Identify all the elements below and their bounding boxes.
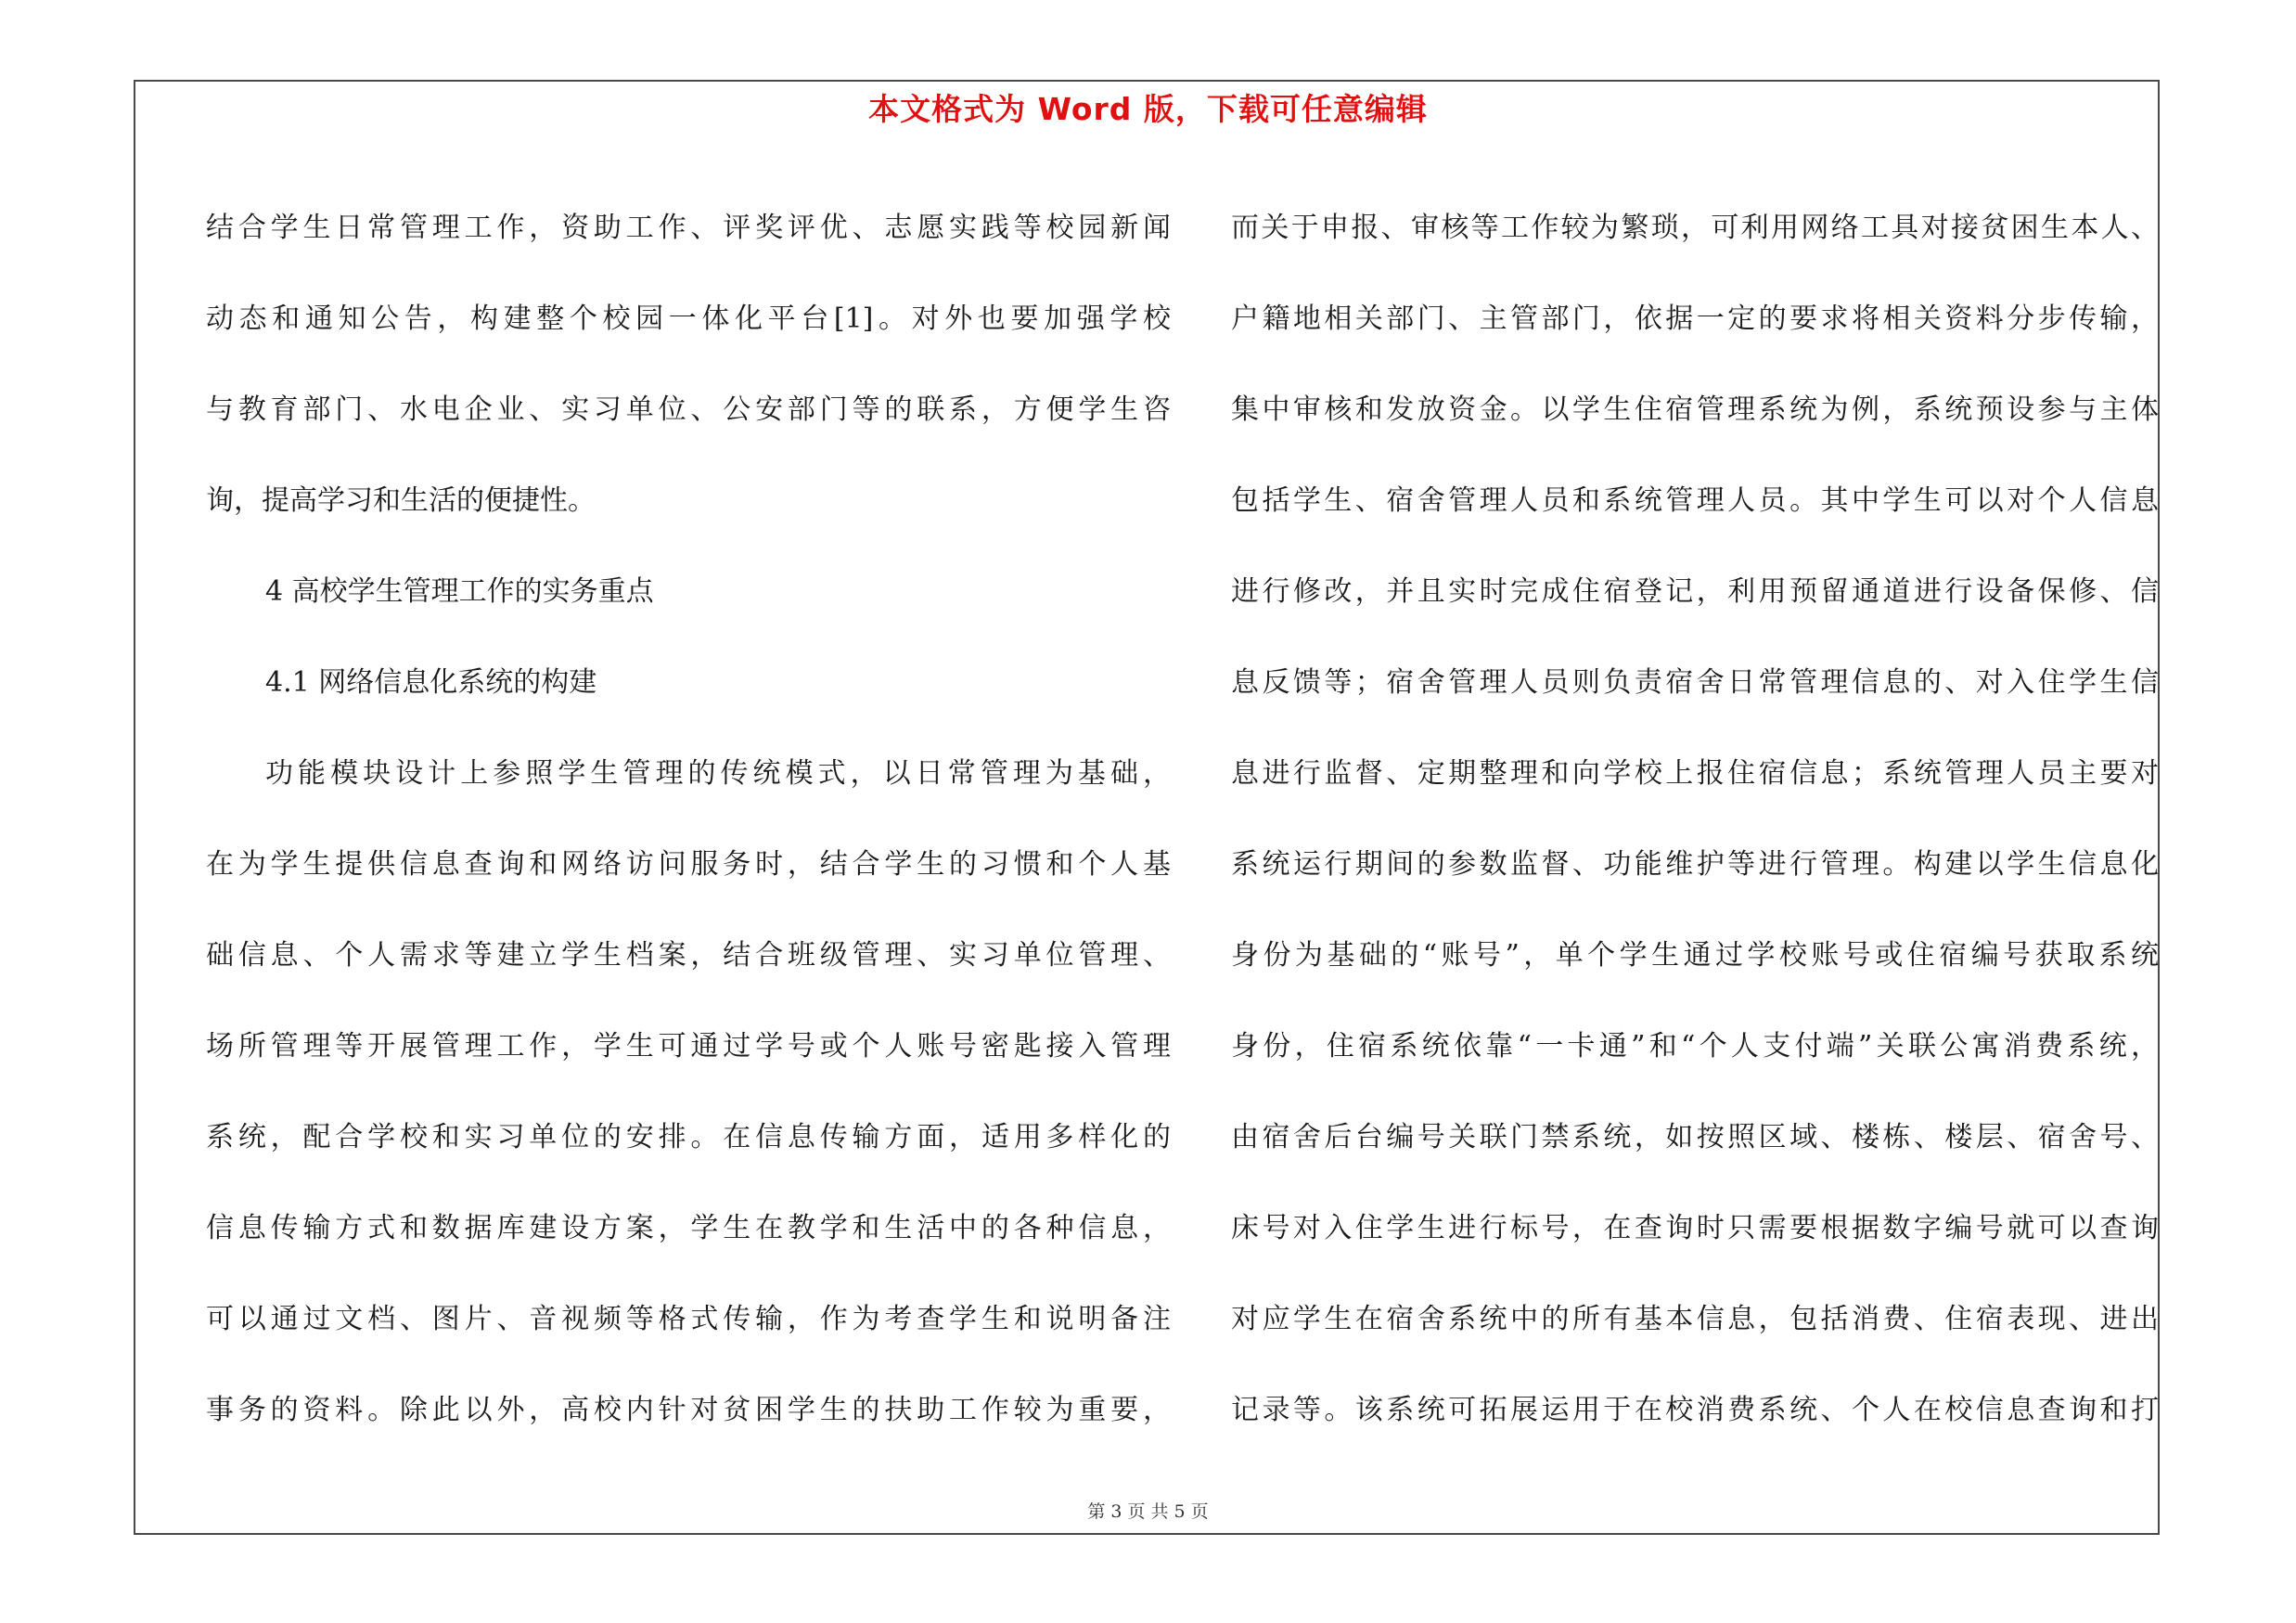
paragraph-line: 床号对入住学生进行标号，在查询时只需要根据数字编号就可以查询 [1231, 1212, 2159, 1244]
right-text-column [1231, 183, 2159, 1456]
paragraph-line: 础信息、个人需求等建立学生档案，结合班级管理、实习单位管理、 [206, 939, 1171, 972]
paragraph-line: 而关于申报、审核等工作较为繁琐，可利用网络工具对接贫困生本人、 [1231, 212, 2159, 244]
paragraph-line: 集中审核和发放资金。以学生住宿管理系统为例，系统预设参与主体 [1231, 393, 2159, 426]
paragraph-line: 进行修改，并且实时完成住宿登记，利用预留通道进行设备保修、信 [1231, 575, 2159, 608]
paragraph-line: 记录等。该系统可拓展运用于在校消费系统、个人在校信息查询和打 [1231, 1394, 2159, 1426]
paragraph-line: 事务的资料。除此以外，高校内针对贫困学生的扶助工作较为重要， [206, 1394, 1171, 1426]
paragraph-line: 在为学生提供信息查询和网络访问服务时，结合学生的习惯和个人基 [206, 848, 1171, 881]
paragraph-line: 由宿舍后台编号关联门禁系统，如按照区域、楼栋、楼层、宿舍号、 [1231, 1121, 2159, 1153]
paragraph-line: 身份，住宿系统依靠“一卡通”和“个人支付端”关联公寓消费系统， [1231, 1030, 2159, 1063]
paragraph-line: 询，提高学习和生活的便捷性。 [206, 484, 596, 517]
word-format-banner: 本文格式为 Word 版，下载可任意编辑 [868, 91, 1428, 127]
paragraph-line: 4 高校学生管理工作的实务重点 [265, 575, 654, 608]
paragraph-line: 对应学生在宿舍系统中的所有基本信息，包括消费、住宿表现、进出 [1231, 1303, 2159, 1335]
left-text-column [206, 183, 1171, 1456]
paragraph-line: 结合学生日常管理工作，资助工作、评奖评优、志愿实践等校园新闻 [206, 212, 1171, 244]
page-number-footer: 第 3 页 共 5 页 [1087, 1501, 1209, 1522]
paragraph-line: 场所管理等开展管理工作，学生可通过学号或个人账号密匙接入管理 [206, 1030, 1171, 1063]
paragraph-line: 户籍地相关部门、主管部门，依据一定的要求将相关资料分步传输， [1231, 303, 2159, 335]
paragraph-line: 4.1 网络信息化系统的构建 [265, 666, 597, 699]
paragraph-line: 息反馈等；宿舍管理人员则负责宿舍日常管理信息的、对入住学生信 [1231, 666, 2159, 699]
paragraph-line: 功能模块设计上参照学生管理的传统模式，以日常管理为基础， [265, 757, 1171, 790]
paragraph-line: 息进行监督、定期整理和向学校上报住宿信息；系统管理人员主要对 [1231, 757, 2159, 790]
paragraph-line: 可以通过文档、图片、音视频等格式传输，作为考查学生和说明备注 [206, 1303, 1171, 1335]
paragraph-line: 动态和通知公告，构建整个校园一体化平台[1]。对外也要加强学校 [206, 303, 1171, 335]
paragraph-line: 包括学生、宿舍管理人员和系统管理人员。其中学生可以对个人信息 [1231, 484, 2159, 517]
paragraph-line: 系统运行期间的参数监督、功能维护等进行管理。构建以学生信息化 [1231, 848, 2159, 881]
paragraph-line: 身份为基础的“账号”，单个学生通过学校账号或住宿编号获取系统 [1231, 939, 2159, 972]
paragraph-line: 系统，配合学校和实习单位的安排。在信息传输方面，适用多样化的 [206, 1121, 1171, 1153]
paragraph-line: 与教育部门、水电企业、实习单位、公安部门等的联系，方便学生咨 [206, 393, 1171, 426]
paragraph-line: 信息传输方式和数据库建设方案，学生在教学和生活中的各种信息， [206, 1212, 1171, 1244]
